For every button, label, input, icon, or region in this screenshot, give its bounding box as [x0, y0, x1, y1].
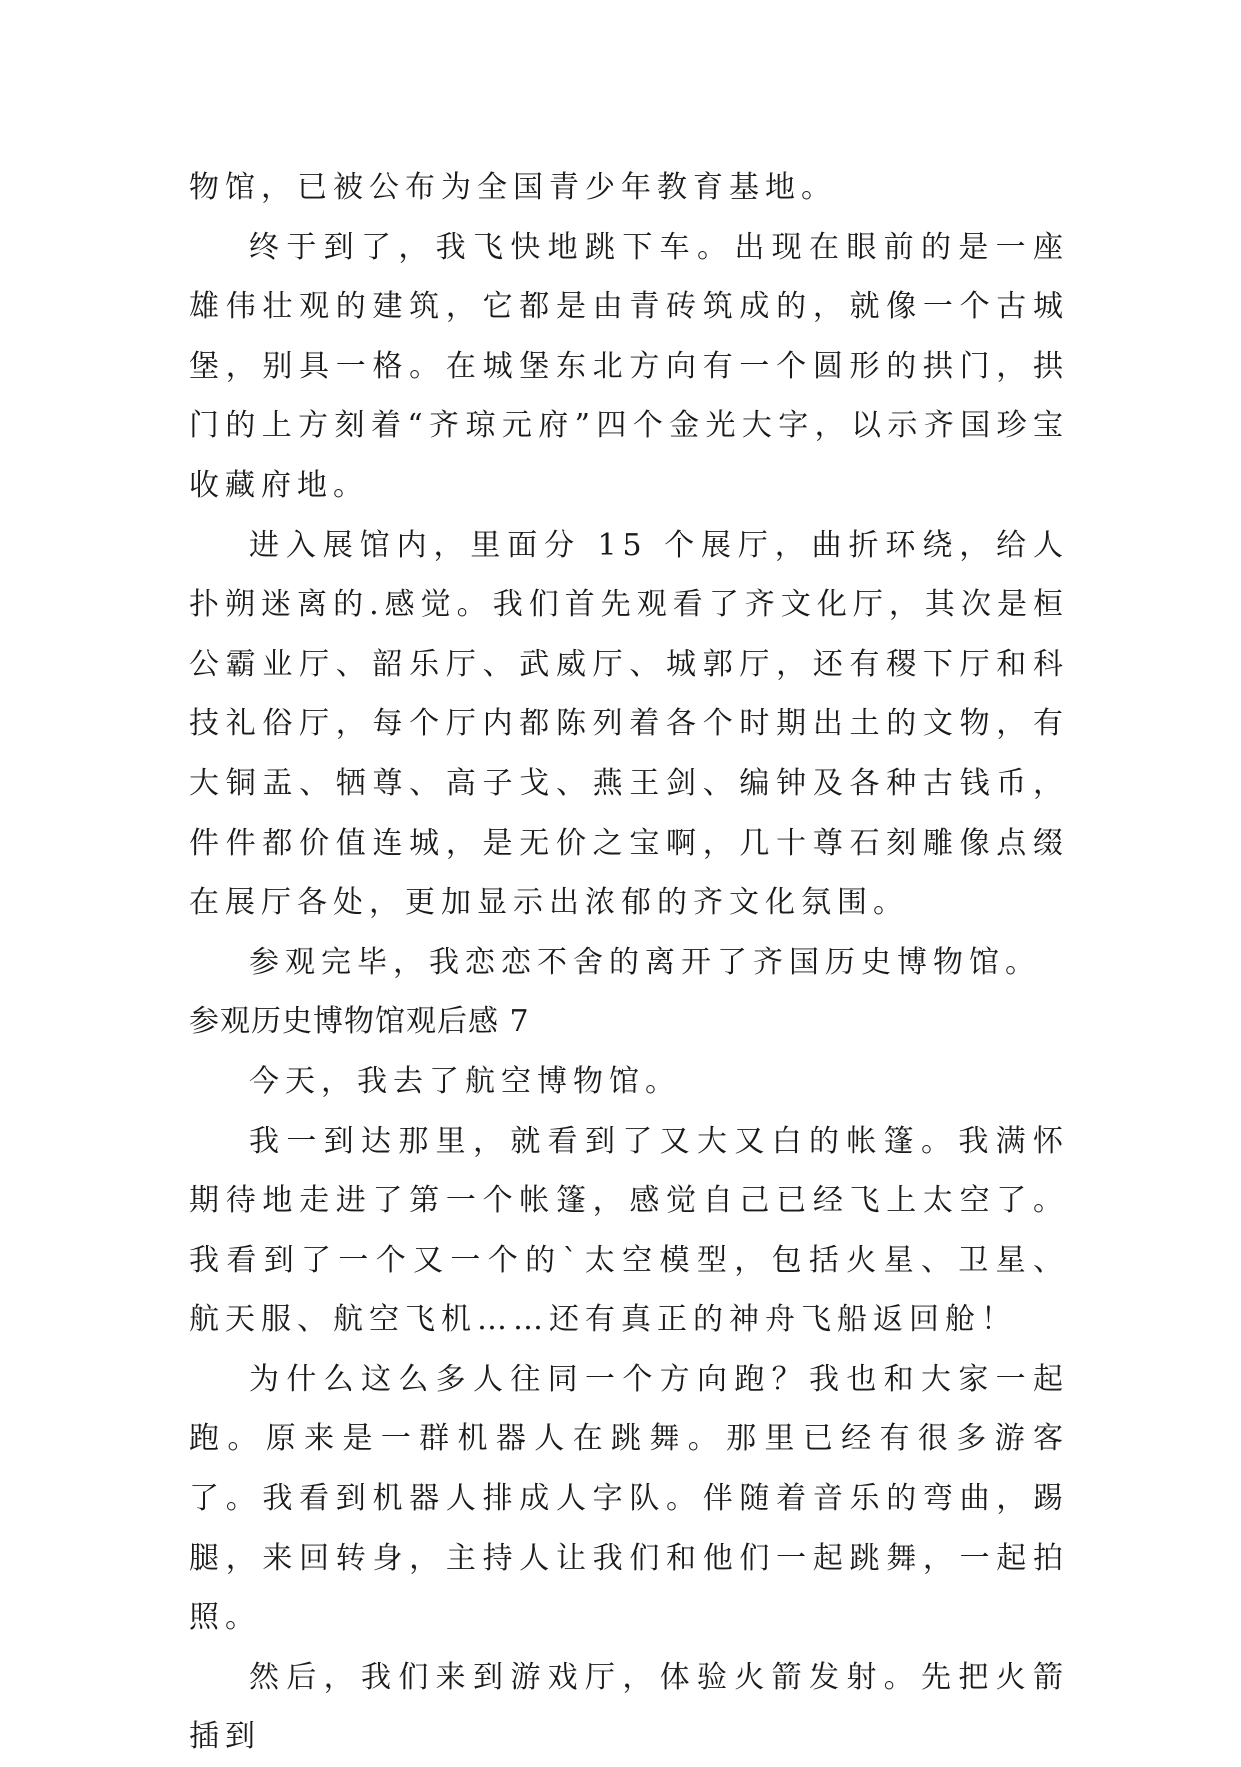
paragraph-arrival: 终于到了，我飞快地跳下车。出现在眼前的是一座雄伟壮观的建筑，它都是由青砖筑成的，就像一个古城堡，别具一格。在城堡东北方向有一个圆形的拱门，拱门的上方刻着“齐琼元府”四个金光大字，以示齐国珍宝收藏府地。 [189, 229, 1069, 503]
paragraph-today: 今天，我去了航空博物馆。 [249, 1063, 681, 1099]
paragraph-rocket: 然后，我们来到游戏厅，体验火箭发射。先把火箭插到 [189, 1659, 1069, 1755]
paragraph-robots: 为什么这么多人往同一个方向跑？我也和大家一起跑。原来是一群机器人在跳舞。那里已经有很多游客了。我看到机器人排成人字队。伴随着音乐的弯曲，踢腿，来回转身，主持人让我们和他们一起跳舞，一起拍照。 [189, 1361, 1069, 1636]
paragraph-exhibition-halls: 进入展馆内，里面分 15 个展厅，曲折环绕，给人扑朔迷离的.感觉。我们首先观看了齐文化厅，其次是桓公霸业厅、韶乐厅、武威厅、城郭厅，还有稷下厅和科技礼俗厅，每个厅内都陈列着各个时期出土的文物，有大铜盂、牺尊、高子戈、燕王剑、编钟及各种古钱币，件件都价值连城，是无价之宝啊，几十尊石刻雕像点缀在展厅各处，更加显示出浓郁的齐文化氛围。 [189, 527, 1069, 921]
paragraph-continuation: 物馆，已被公布为全国青少年教育基地。 [189, 170, 837, 205]
paragraph-departure: 参观完毕，我恋恋不舍的离开了齐国历史博物馆。 [249, 944, 1041, 980]
document-body [189, 158, 1069, 1767]
section-title: 参观历史博物馆观后感 7 [189, 1004, 530, 1040]
paragraph-tents: 我一到达那里，就看到了又大又白的帐篷。我满怀期待地走进了第一个帐篷，感觉自己已经飞上太空了。我看到了一个又一个的`太空模型，包括火星、卫星、航天服、航空飞机……还有真正的神舟飞船返回舱！ [189, 1123, 1069, 1338]
